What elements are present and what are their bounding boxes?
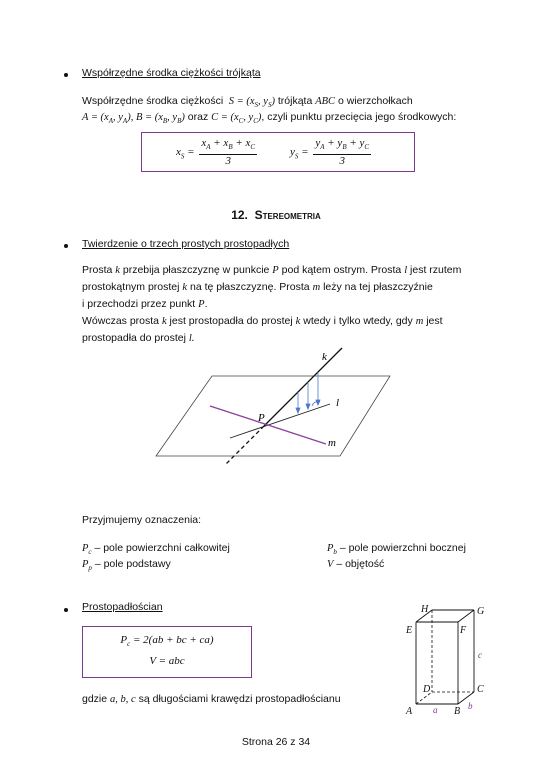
- cuboid-heading: Prostopadłościan: [82, 601, 163, 613]
- line-k: [264, 348, 342, 426]
- label-G: G: [477, 606, 485, 617]
- cuboid-formula-box: [82, 626, 252, 678]
- bullet: [64, 73, 68, 77]
- section-title: 12. Stereometria: [231, 208, 321, 222]
- bullet: [64, 244, 68, 248]
- centroid-text-line1: Współrzędne środka ciężkości $S = (x_S$, $y_S$) trójkąta ABC o wierzchołkach: [82, 95, 413, 110]
- label-H: H: [421, 604, 429, 615]
- notation-intro: Przyjmujemy oznaczenia:: [82, 514, 202, 526]
- formula-volume: V = abc: [149, 655, 185, 667]
- plane: [156, 376, 390, 456]
- theorem-text: Prosta k przebija płaszczyznę w punkcie P pod kątem ostrym. Prosta l jest rzutem prostokątnym prostej k na tę płaszczyznę. Prosta m leży na tej płaszczyźnie i przechodzi przez punkt P. Wówczas prosta k jest prostopadła do prostej k wtedy i tylko wtedy, gdy m jest prostopadła do prostej l.: [82, 264, 462, 344]
- label-D: D: [423, 684, 431, 695]
- bullet: [64, 608, 68, 612]
- formula-ys: $y_S$ = $\frac{y_A + y_B + y_C}{3}$: [290, 137, 370, 168]
- label-c: c: [478, 650, 482, 660]
- label-F: F: [460, 625, 467, 636]
- notation-pc: $P_c$ – pole powierzchni całkowitej: [82, 542, 230, 557]
- centroid-text-line2: $A = (x_A$, $y_A$), $B = (x_B$, $y_B$) oraz $C = (x_C$, $y_C$), czyli punktu przecięcia jego środkowych:: [82, 111, 457, 126]
- three-perpendiculars-figure: [150, 342, 400, 492]
- line-k-hidden: [226, 426, 264, 464]
- centroid-heading: Współrzędne środka ciężkości trójkąta: [82, 67, 261, 79]
- label-A: A: [406, 706, 413, 717]
- projection-arrows: [296, 372, 320, 413]
- label-k: k: [322, 351, 327, 363]
- notation-pb: $P_b$ – pole powierzchni bocznej: [327, 542, 466, 557]
- formula-area: $P_c = 2(ab$ + bc + ca): [120, 634, 214, 649]
- formula-xs: $x_S$ = $\frac{x_A + x_B + x_C}{3}$: [176, 137, 256, 168]
- page-number: Strona 26 z 34: [241, 736, 311, 748]
- theorem-heading: Twierdzenie o trzech prostych prostopadłych: [82, 238, 290, 250]
- label-a: a: [433, 705, 438, 715]
- label-m: m: [328, 437, 336, 449]
- cuboid-figure: [398, 600, 498, 720]
- notation-pp: $P_p$ – pole podstawy: [82, 558, 171, 573]
- label-C: C: [477, 684, 484, 695]
- centroid-formula-box: [141, 132, 415, 172]
- label-l: l: [336, 397, 340, 409]
- cuboid-note: gdzie a, b, c są długościami krawędzi prostopadłościanu: [82, 693, 341, 705]
- notation-v: V – objętość: [327, 558, 385, 570]
- label-b: b: [468, 701, 473, 711]
- label-E: E: [406, 625, 413, 636]
- label-B: B: [454, 706, 461, 717]
- label-P: P: [258, 412, 265, 424]
